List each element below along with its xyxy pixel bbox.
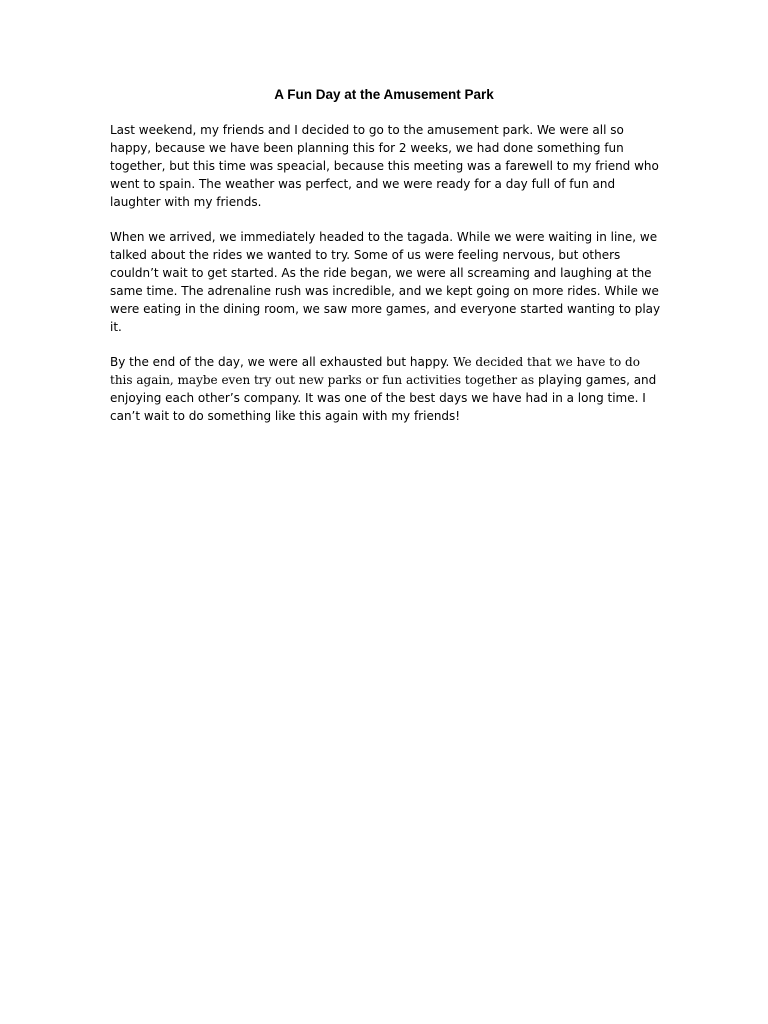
paragraph-3-part-2: We decided that we have to do this again, maybe even try out new parks or fun activities together as — [110, 355, 640, 387]
paragraph-2: When we arrived, we immediately headed to the tagada. While we were waiting in line, we talked about the rides we wanted to try. Some of us were feeling nervous, but others couldn’t wait to get started. As the ride began, we were all screaming and laughing at the same time. The adrenaline rush was incredible, and we kept going on more rides. While we were eating in the dining room, we saw more games, and everyone started wanting to play it. — [110, 230, 661, 334]
paragraph-3-part-3: playing games, and enjoying each other’s company. It was one of the best days we have had in a long time. I can’t wait to do something like this again with my friends! — [110, 373, 657, 423]
paragraph-3-part-1: By the end of the day, we were all exhausted but happy. — [110, 355, 454, 369]
paragraph-3 — [110, 353, 662, 425]
paragraph-1: Last weekend, my friends and I decided to go to the amusement park. We were all so happy, because we have been planning this for 2 weeks, we had done something fun together, but this time was speacial, because this meeting was a farewell to my friend who went to spain. The weather was perfect, and we were ready for a day full of fun and laughter with my friends. — [110, 123, 659, 209]
document-body — [110, 121, 662, 442]
document-title: A Fun Day at the Amusement Park — [274, 87, 494, 102]
